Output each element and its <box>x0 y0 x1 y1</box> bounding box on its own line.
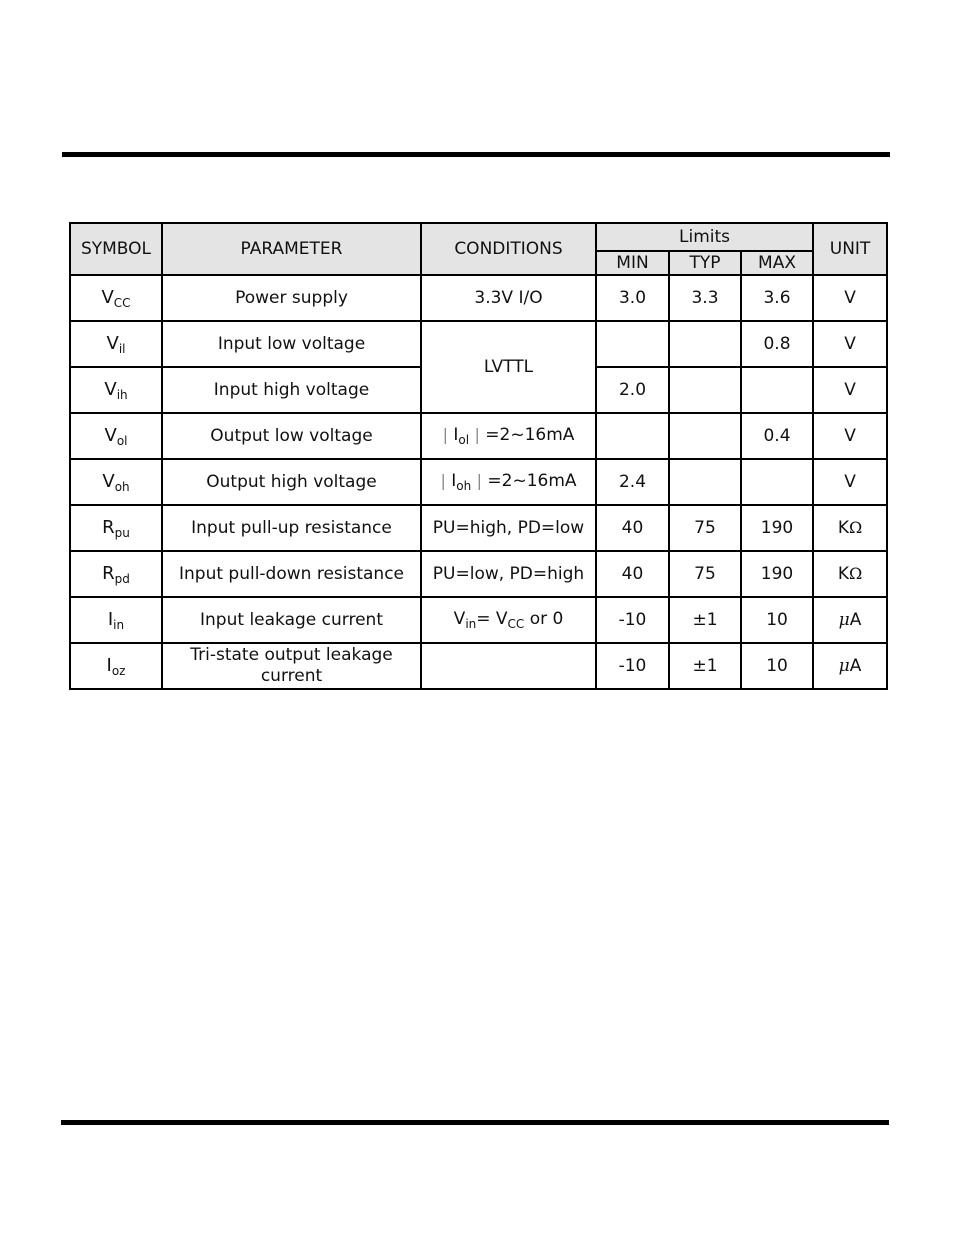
parameter-cell: Input leakage current <box>162 597 421 643</box>
condition-symbol: I <box>451 471 457 491</box>
unit-base: A <box>849 656 862 676</box>
top-rule <box>62 152 890 157</box>
unit-cell <box>813 597 887 643</box>
parameter-cell: Input pull-up resistance <box>162 505 421 551</box>
bottom-rule <box>61 1120 889 1125</box>
condition-range: =2~16mA <box>485 425 575 445</box>
max-cell: 190 <box>741 551 813 597</box>
abs-bar-left: | <box>440 471 446 490</box>
min-cell: 2.0 <box>596 367 669 413</box>
parameter-cell: Input low voltage <box>162 321 421 367</box>
parameter-cell: Tri-state output leakage current <box>162 643 421 689</box>
condition-subscript: in <box>465 617 477 631</box>
unit-cell: V <box>813 459 887 505</box>
min-cell: 40 <box>596 551 669 597</box>
table-row <box>70 321 887 367</box>
symbol-letter: R <box>102 562 115 584</box>
condition-symbol: I <box>453 425 459 445</box>
header-symbol: SYMBOL <box>70 223 162 275</box>
max-cell: 3.6 <box>741 275 813 321</box>
condition-cell <box>421 413 596 459</box>
condition-subscript: ol <box>458 433 470 447</box>
abs-bar-right: | <box>474 425 480 444</box>
parameter-cell: Output high voltage <box>162 459 421 505</box>
table-row <box>70 505 887 551</box>
typ-cell <box>669 413 741 459</box>
condition-cell: PU=high, PD=low <box>421 505 596 551</box>
unit-base: A <box>849 610 862 630</box>
typ-cell: 75 <box>669 551 741 597</box>
micro-symbol: μ <box>838 656 850 676</box>
symbol-letter: V <box>102 470 115 492</box>
condition-subscript: oh <box>456 479 472 493</box>
typ-cell <box>669 367 741 413</box>
max-cell: 190 <box>741 505 813 551</box>
symbol-subscript: oh <box>114 479 130 494</box>
min-cell: 2.4 <box>596 459 669 505</box>
table-row <box>70 643 887 689</box>
symbol-cell <box>70 321 162 367</box>
symbol-subscript: in <box>113 617 125 632</box>
min-cell: 40 <box>596 505 669 551</box>
min-cell: -10 <box>596 643 669 689</box>
abs-bar-left: | <box>442 425 448 444</box>
unit-cell <box>813 505 887 551</box>
unit-prefix: K <box>837 564 849 584</box>
symbol-subscript: oz <box>111 663 126 678</box>
max-cell <box>741 367 813 413</box>
condition-part: or 0 <box>524 609 564 629</box>
header-limits: Limits <box>596 223 813 251</box>
unit-cell <box>813 643 887 689</box>
condition-part: V <box>453 609 466 629</box>
condition-part: = V <box>476 609 508 629</box>
symbol-cell <box>70 597 162 643</box>
symbol-letter: V <box>106 332 119 354</box>
condition-cell <box>421 459 596 505</box>
symbol-cell <box>70 275 162 321</box>
unit-cell: V <box>813 275 887 321</box>
unit-cell <box>813 551 887 597</box>
max-cell: 0.4 <box>741 413 813 459</box>
condition-cell: PU=low, PD=high <box>421 551 596 597</box>
header-row-1 <box>70 223 887 251</box>
min-cell: -10 <box>596 597 669 643</box>
typ-cell <box>669 321 741 367</box>
max-cell: 10 <box>741 643 813 689</box>
symbol-cell <box>70 643 162 689</box>
min-cell: 3.0 <box>596 275 669 321</box>
symbol-cell <box>70 367 162 413</box>
unit-cell: V <box>813 367 887 413</box>
condition-range: =2~16mA <box>487 471 577 491</box>
max-cell: 0.8 <box>741 321 813 367</box>
symbol-subscript: ih <box>116 387 128 402</box>
max-cell: 10 <box>741 597 813 643</box>
symbol-letter: R <box>102 516 115 538</box>
symbol-subscript: ol <box>116 433 128 448</box>
symbol-subscript: pd <box>114 571 130 586</box>
unit-prefix: K <box>837 518 849 538</box>
symbol-letter: V <box>101 286 114 308</box>
min-cell <box>596 321 669 367</box>
table-row <box>70 597 887 643</box>
omega-symbol: Ω <box>848 564 863 583</box>
electrical-characteristics-table <box>69 222 888 690</box>
symbol-cell <box>70 505 162 551</box>
header-typ: TYP <box>669 251 741 275</box>
condition-subscript: CC <box>507 617 525 631</box>
symbol-letter: I <box>107 608 114 630</box>
condition-cell-lvttl: LVTTL <box>421 321 596 413</box>
condition-cell <box>421 643 596 689</box>
table-row <box>70 459 887 505</box>
condition-cell: 3.3V I/O <box>421 275 596 321</box>
parameter-cell: Output low voltage <box>162 413 421 459</box>
max-cell <box>741 459 813 505</box>
abs-bar-right: | <box>476 471 482 490</box>
table-row <box>70 551 887 597</box>
typ-cell: 75 <box>669 505 741 551</box>
omega-symbol: Ω <box>848 518 863 537</box>
table-row <box>70 413 887 459</box>
min-cell <box>596 413 669 459</box>
symbol-subscript: il <box>118 341 126 356</box>
parameter-cell: Power supply <box>162 275 421 321</box>
parameter-cell: Input high voltage <box>162 367 421 413</box>
unit-cell: V <box>813 413 887 459</box>
header-unit: UNIT <box>813 223 887 275</box>
parameter-cell: Input pull-down resistance <box>162 551 421 597</box>
symbol-subscript: pu <box>114 525 130 540</box>
condition-cell <box>421 597 596 643</box>
symbol-letter: I <box>106 654 112 676</box>
symbol-cell <box>70 459 162 505</box>
typ-cell: ±1 <box>669 643 741 689</box>
typ-cell <box>669 459 741 505</box>
symbol-cell <box>70 413 162 459</box>
micro-symbol: μ <box>838 610 850 630</box>
header-parameter: PARAMETER <box>162 223 421 275</box>
typ-cell: 3.3 <box>669 275 741 321</box>
header-max: MAX <box>741 251 813 275</box>
header-conditions: CONDITIONS <box>421 223 596 275</box>
unit-cell: V <box>813 321 887 367</box>
typ-cell: ±1 <box>669 597 741 643</box>
table-row <box>70 275 887 321</box>
header-min: MIN <box>596 251 669 275</box>
symbol-letter: V <box>104 424 117 446</box>
symbol-cell <box>70 551 162 597</box>
symbol-subscript: CC <box>113 295 131 310</box>
symbol-letter: V <box>104 378 117 400</box>
